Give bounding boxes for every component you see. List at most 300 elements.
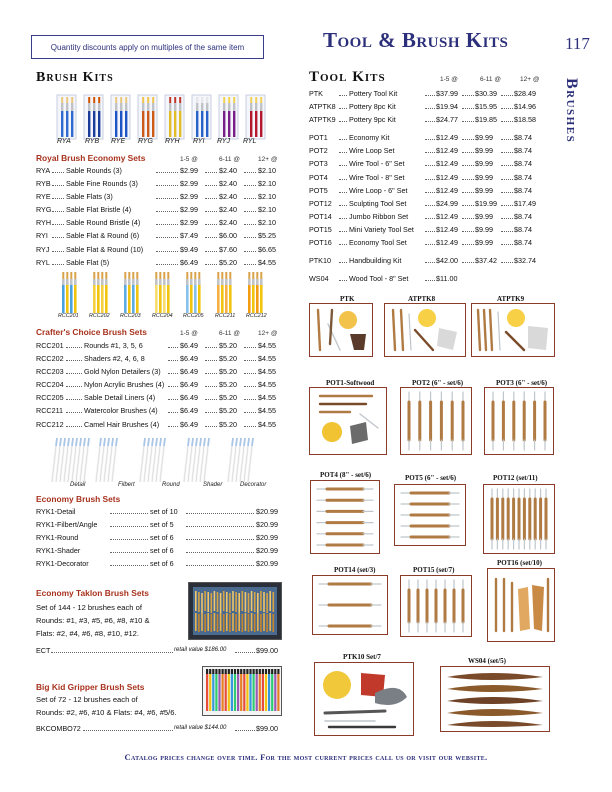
leader-dots xyxy=(168,404,178,413)
brush-bristles xyxy=(105,272,107,279)
item-price: $20.99 xyxy=(256,507,278,516)
table-row xyxy=(309,223,549,236)
economy-price-table xyxy=(36,505,282,570)
price-tier-2: $5.20 xyxy=(219,354,237,364)
leader-dots xyxy=(110,557,148,566)
royal-brushes-image xyxy=(55,93,287,143)
gripper-bristles xyxy=(274,669,276,674)
brush-handle xyxy=(70,285,73,313)
table-row xyxy=(309,197,549,210)
atptk9-photo xyxy=(471,303,555,357)
brush-ferrule xyxy=(198,279,201,285)
leader-dots xyxy=(186,557,254,566)
brush-bristles xyxy=(206,97,208,103)
brush-bristles xyxy=(228,97,230,103)
photo-caption: POT16 (set/10) xyxy=(497,559,542,567)
brush-outline xyxy=(232,446,236,482)
item-description: Sable Flat Bristle (4) xyxy=(66,205,132,215)
item-description: Wire Tool - 6" Set xyxy=(349,159,405,169)
leader-dots xyxy=(339,272,347,281)
brush-ferrule xyxy=(68,438,69,446)
brush-outline xyxy=(112,446,116,482)
price-tier-3: $28.49 xyxy=(514,89,536,98)
photo-caption: ATPTK9 xyxy=(497,295,525,303)
brush-ferrule xyxy=(136,279,139,285)
gripper-bristles xyxy=(265,669,267,674)
economy-heading: Economy Brush Sets xyxy=(36,494,121,504)
leader-dots xyxy=(462,113,474,122)
leader-dots xyxy=(244,391,256,400)
photo-label: RYG xyxy=(138,138,153,145)
leader-dots xyxy=(51,644,173,653)
brush-row-top xyxy=(260,591,262,611)
leader-dots xyxy=(462,197,474,206)
col-header: 6-11 @ xyxy=(219,156,240,163)
brush-handle xyxy=(62,285,65,313)
item-code: RYA xyxy=(36,166,51,175)
brush-bristles xyxy=(233,97,235,103)
leader-dots xyxy=(156,177,178,186)
price-tier-3: $4.55 xyxy=(258,393,276,403)
economy-photo-labels xyxy=(48,482,283,491)
leader-dots xyxy=(339,223,347,232)
item-description: Pottery 8pc Kit xyxy=(349,102,396,112)
brush-row-top xyxy=(201,593,203,613)
brush-row-bottom xyxy=(211,614,213,632)
table-row xyxy=(36,365,282,378)
price-tier-2: $9.99 xyxy=(475,159,493,169)
table-row xyxy=(309,157,549,170)
price-tier-2: $5.20 xyxy=(219,393,237,403)
price-tier-3: $2.10 xyxy=(258,218,276,228)
brush-handle xyxy=(256,285,259,313)
price-tier-2: $19.99 xyxy=(475,198,497,208)
brush-row-top xyxy=(248,593,250,613)
table-row xyxy=(36,256,282,269)
brush-ferrule xyxy=(93,103,95,111)
col-header: 6-11 @ xyxy=(219,330,240,337)
sponge xyxy=(323,671,351,699)
taklon-line: Rounds: #1, #3, #5, #6, #8, #10 & xyxy=(36,616,150,625)
brush-row-bottom xyxy=(269,613,271,631)
brush-outline xyxy=(148,446,152,482)
table-row xyxy=(309,236,549,249)
brush-ferrule xyxy=(260,279,263,285)
price-tier-2: $2.40 xyxy=(219,166,237,175)
photo-label: RYB xyxy=(85,138,100,145)
gripper-brush xyxy=(206,673,208,711)
brush-handle xyxy=(132,285,135,313)
brush-handle xyxy=(66,111,68,137)
brush-ferrule xyxy=(244,438,245,446)
gripper-bristles xyxy=(240,669,242,674)
leader-dots xyxy=(462,210,474,219)
table-row xyxy=(36,518,282,531)
brush-bristles xyxy=(115,97,117,103)
taklon-line: Flats: #2, #4, #6, #8, #10, #12. xyxy=(36,629,140,638)
leader-dots xyxy=(339,171,347,180)
wood-tool xyxy=(318,310,320,350)
brush-handle xyxy=(155,285,158,313)
leader-dots xyxy=(168,378,178,387)
photo-caption: POT1-Softwood xyxy=(326,379,375,387)
pot3-photo xyxy=(484,387,554,455)
rib-tool xyxy=(447,685,543,692)
brush-ferrule xyxy=(190,279,193,285)
brush-outline xyxy=(68,446,72,482)
brush-handle xyxy=(93,111,95,137)
gripper-price-row xyxy=(36,722,282,735)
leader-dots xyxy=(168,391,178,400)
price-tier-1: $6.49 xyxy=(180,341,198,350)
table-row xyxy=(36,391,282,404)
brush-handle xyxy=(169,111,171,137)
brush-bristles xyxy=(260,97,262,103)
price-tier-2: $5.20 xyxy=(219,367,237,377)
wood-tool xyxy=(490,310,492,350)
rib-tool xyxy=(447,709,543,716)
brush-ferrule xyxy=(147,103,149,111)
item-code: RCC205 xyxy=(36,393,64,403)
item-description: Pottery 9pc Kit xyxy=(349,115,396,125)
brush-ferrule xyxy=(248,438,249,446)
brush-bristles xyxy=(71,97,73,103)
brush-handle xyxy=(71,111,73,137)
leader-dots xyxy=(339,157,347,166)
item-description: Sable Detail Liners (4) xyxy=(84,393,156,403)
price-tier-3: $4.55 xyxy=(258,380,276,390)
leader-dots xyxy=(462,254,474,263)
rib-tool xyxy=(532,585,544,631)
retail-value: retail value $186.00 xyxy=(174,647,227,653)
item-price: $99.00 xyxy=(256,724,278,733)
leader-dots xyxy=(339,254,347,263)
brush-row-bottom xyxy=(223,614,225,632)
item-code: RCC204 xyxy=(36,380,64,390)
item-code: POT1 xyxy=(309,133,328,143)
taklon-display-image xyxy=(189,583,281,639)
brush-row-top xyxy=(238,593,240,613)
gripper-bristles xyxy=(222,669,224,674)
leader-dots xyxy=(425,210,435,219)
sponge xyxy=(507,309,525,327)
brush-outline xyxy=(96,446,100,482)
gripper-brush xyxy=(225,673,227,711)
gripper-brush xyxy=(222,673,224,711)
leader-dots xyxy=(244,190,256,199)
brush-bristles xyxy=(248,272,250,279)
brush-row-bottom xyxy=(235,614,237,632)
brush-row-top xyxy=(245,592,247,612)
brush-ferrule xyxy=(120,103,122,111)
brush-row-top xyxy=(220,593,222,613)
photo-label: Detail xyxy=(70,482,86,488)
price-tier-1: $2.99 xyxy=(180,192,198,202)
brush-bristles xyxy=(229,272,231,279)
brush-row-bottom xyxy=(195,613,197,631)
brush-row-bottom xyxy=(220,613,222,631)
leader-dots xyxy=(156,203,178,212)
leader-dots xyxy=(156,256,178,265)
leader-dots xyxy=(339,113,347,122)
leader-dots xyxy=(501,171,513,180)
side-tab xyxy=(562,78,586,170)
gripper-bristles xyxy=(249,669,251,674)
brush-row-bottom xyxy=(204,614,206,632)
rib-tool xyxy=(518,587,530,631)
brush-row-bottom xyxy=(254,614,256,632)
brush-ferrule xyxy=(56,438,57,446)
item-code: PTK xyxy=(309,89,323,98)
brush-handle xyxy=(88,111,90,137)
brush-handle xyxy=(147,111,149,137)
price-tier-1: $12.49 xyxy=(436,211,458,221)
price-tier-3: $4.55 xyxy=(258,419,276,429)
brush-bristles xyxy=(179,97,181,103)
brush-handle xyxy=(136,285,139,313)
leader-dots xyxy=(168,352,178,361)
price-tier-1: $12.49 xyxy=(436,172,458,182)
price-tier-2: $9.99 xyxy=(475,146,493,156)
price-tier-2: $5.20 xyxy=(219,341,237,350)
brush-outline xyxy=(228,446,232,482)
brush-ferrule xyxy=(100,438,101,446)
brush-bristles xyxy=(255,97,257,103)
leader-dots xyxy=(205,243,217,252)
gripper-brush xyxy=(237,673,239,711)
brush-row-bottom xyxy=(229,614,231,632)
brush-handle xyxy=(163,285,166,313)
brush-ferrule xyxy=(84,438,85,446)
leader-dots xyxy=(52,229,64,238)
gripper-brush xyxy=(271,673,273,711)
table-row xyxy=(309,131,549,144)
leader-dots xyxy=(462,184,474,193)
brush-ferrule xyxy=(194,279,197,285)
table-row xyxy=(36,164,282,177)
table-row xyxy=(309,144,549,157)
brush-ferrule xyxy=(201,103,203,111)
brush-row-top xyxy=(235,592,237,612)
gripper-bristles xyxy=(253,669,255,674)
brush-outline xyxy=(152,446,156,482)
leader-dots xyxy=(244,418,256,427)
price-tier-1: $12.49 xyxy=(436,133,458,143)
gripper-bristles xyxy=(237,669,239,674)
item-description: Gold Nylon Detailers (3) xyxy=(84,367,161,377)
gripper-bristles xyxy=(234,669,236,674)
brush-bristles xyxy=(74,272,76,279)
table-row xyxy=(309,113,549,126)
leader-dots xyxy=(425,113,435,122)
brush-outline xyxy=(196,446,200,482)
leader-dots xyxy=(425,100,435,109)
table-row xyxy=(309,210,549,223)
gripper-brush xyxy=(256,673,258,711)
price-tier-3: $14.96 xyxy=(514,102,536,112)
item-description: Sable Flat (5) xyxy=(66,257,110,267)
brush-row-top xyxy=(242,591,244,611)
item-code: RYB xyxy=(36,179,51,189)
leader-dots xyxy=(425,236,435,245)
crafter-brushes-image xyxy=(58,271,278,315)
pot14-photo xyxy=(312,575,388,635)
gripper-bristles xyxy=(212,669,214,674)
gripper-bristles xyxy=(215,669,217,674)
price-tier-3: $8.74 xyxy=(514,146,532,156)
brush-ferrule xyxy=(74,279,77,285)
photo-caption: POT12 (set/11) xyxy=(493,474,538,482)
table-row xyxy=(36,418,282,431)
gripper-brush xyxy=(215,673,217,711)
item-description: Sculpting Tool Set xyxy=(349,198,407,208)
leader-dots xyxy=(186,505,254,514)
table-row xyxy=(36,557,282,570)
leader-dots xyxy=(501,144,513,153)
brush-ferrule xyxy=(217,279,220,285)
price-tier-3: $17.49 xyxy=(514,198,536,208)
price-tier-2: $2.40 xyxy=(219,192,237,202)
leader-dots xyxy=(244,378,256,387)
brush-handle xyxy=(233,111,235,137)
leader-dots xyxy=(205,203,217,212)
table-row xyxy=(309,171,549,184)
price-tier-1: $12.49 xyxy=(436,185,458,195)
photo-caption: PTK10 Set/7 xyxy=(343,653,381,661)
brush-bristles xyxy=(66,272,68,279)
leader-dots xyxy=(205,404,217,413)
brush-bristles xyxy=(125,97,127,103)
leader-dots xyxy=(425,272,435,281)
col-header: 1-5 @ xyxy=(180,330,198,337)
gripper-bristles xyxy=(231,669,233,674)
brush-outline xyxy=(60,446,64,482)
price-tier-3: $8.74 xyxy=(514,159,532,169)
brush-ferrule xyxy=(221,279,224,285)
photo-caption: POT4 (8" - set/6) xyxy=(320,471,372,479)
table-row xyxy=(36,404,282,417)
brush-row-top xyxy=(223,591,225,611)
leader-dots xyxy=(205,378,217,387)
wood-tool xyxy=(415,330,433,350)
table-row xyxy=(36,177,282,190)
brush-row-bottom xyxy=(245,613,247,631)
leader-dots xyxy=(501,254,513,263)
price-tier-2: $9.99 xyxy=(475,172,493,182)
item-description: Watercolor Brushes (4) xyxy=(84,406,158,416)
col-header: 12+ @ xyxy=(258,330,278,337)
gripper-brush xyxy=(231,673,233,711)
brush-ferrule xyxy=(66,103,68,111)
ws04-photo xyxy=(440,666,550,732)
price-tier-1: $7.49 xyxy=(180,231,198,241)
price-tier-1: $37.99 xyxy=(436,89,458,98)
table-row xyxy=(309,100,549,113)
brush-handle xyxy=(250,111,252,137)
item-code: RYE xyxy=(36,192,51,202)
brush-bristles xyxy=(163,272,165,279)
gripper-bristles xyxy=(262,669,264,674)
item-code: ECT xyxy=(36,646,51,655)
brush-row-top xyxy=(226,592,228,612)
brush-ferrule xyxy=(229,279,232,285)
taklon-description xyxy=(36,601,181,640)
pot12-photo xyxy=(483,484,555,554)
leader-dots xyxy=(244,352,256,361)
wood-tool xyxy=(325,711,385,713)
brush-bristles xyxy=(132,272,134,279)
gripper-brush xyxy=(209,673,211,711)
price-tier-2: $9.99 xyxy=(475,238,493,248)
item-code: ATPTK8 xyxy=(309,102,336,112)
gripper-bristles xyxy=(246,669,248,674)
table-row xyxy=(36,544,282,557)
item-code: RYK1-Decorator xyxy=(36,559,89,569)
royal-photo-labels xyxy=(55,138,287,148)
leader-dots xyxy=(52,190,64,199)
leader-dots xyxy=(462,223,474,232)
col-header: 12+ @ xyxy=(520,76,540,83)
brush-ferrule xyxy=(125,103,127,111)
table-row xyxy=(309,87,549,100)
brush-row-bottom xyxy=(260,614,262,632)
item-description: set of 6 xyxy=(150,559,174,569)
leader-dots xyxy=(425,157,435,166)
leader-dots xyxy=(501,100,513,109)
brush-row-top xyxy=(211,593,213,613)
brush-bristles xyxy=(260,272,262,279)
gripper-brush xyxy=(212,673,214,711)
brush-ferrule xyxy=(60,438,61,446)
brush-row-bottom xyxy=(266,614,268,632)
brush-handle xyxy=(225,285,228,313)
brush-ferrule xyxy=(192,438,193,446)
leader-dots xyxy=(205,418,217,427)
item-description: set of 6 xyxy=(150,533,174,543)
photo-label: RYI xyxy=(193,138,205,145)
rib-tool xyxy=(528,326,548,350)
pot2-photo xyxy=(400,387,472,455)
item-code: RYL xyxy=(36,257,50,267)
brush-ferrule xyxy=(116,438,117,446)
price-tier-2: $9.99 xyxy=(475,185,493,195)
brush-row-bottom xyxy=(226,613,228,631)
price-tier-2: $9.99 xyxy=(475,224,493,234)
brush-handle xyxy=(93,285,96,313)
item-price: $20.99 xyxy=(256,520,278,530)
brush-ferrule xyxy=(256,279,259,285)
gripper-brush xyxy=(218,673,220,711)
brush-row-bottom xyxy=(207,613,209,631)
brush-ferrule xyxy=(174,103,176,111)
table-row xyxy=(36,531,282,544)
brush-row-bottom xyxy=(201,613,203,631)
price-tier-3: $8.74 xyxy=(514,133,532,143)
brush-row-top xyxy=(273,592,275,612)
brush-outline xyxy=(76,446,80,482)
leader-dots xyxy=(205,365,217,374)
brush-handle xyxy=(260,111,262,137)
item-description: Rounds #1, 3, 5, 6 xyxy=(84,341,143,350)
brush-ferrule xyxy=(132,279,135,285)
brush-handle xyxy=(186,285,189,313)
brush-ferrule xyxy=(179,103,181,111)
leader-dots xyxy=(66,339,82,348)
table-row xyxy=(36,243,282,256)
brush-handle xyxy=(97,285,100,313)
item-code: RCC203 xyxy=(36,367,64,377)
leader-dots xyxy=(425,254,435,263)
